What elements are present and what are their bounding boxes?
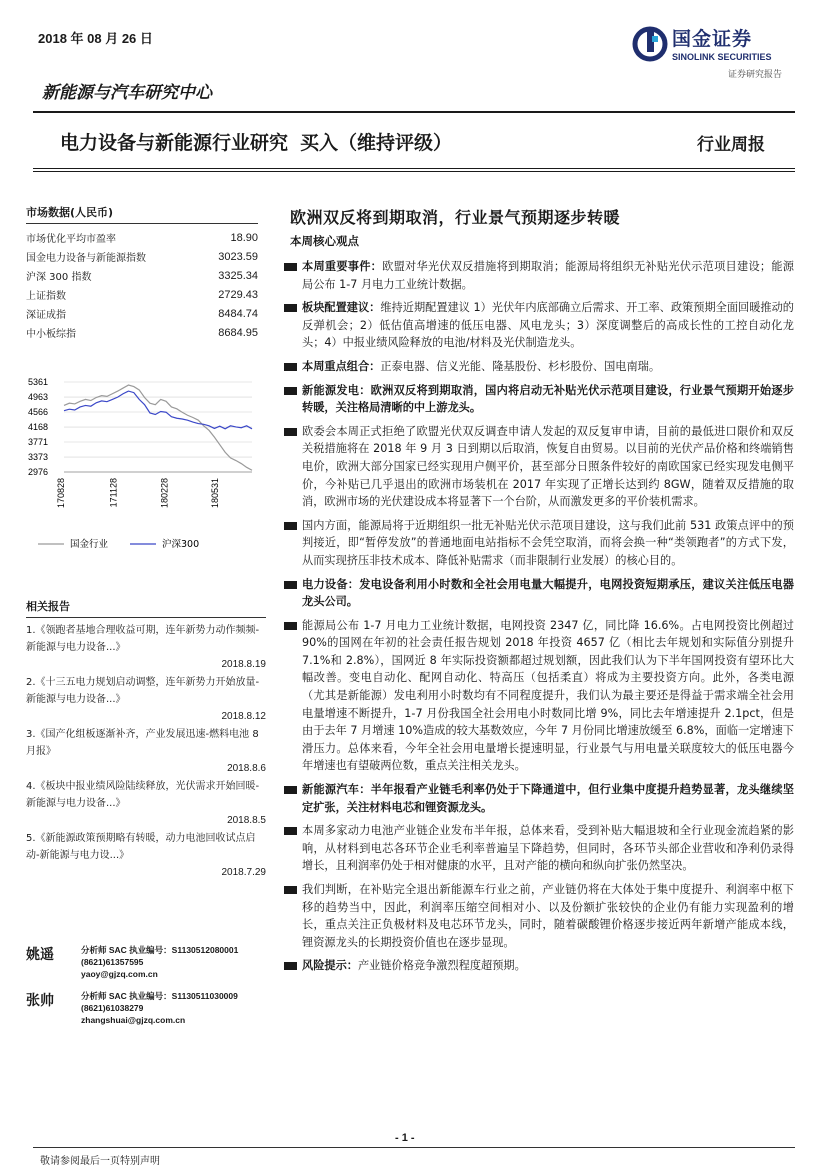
analyst [26, 990, 266, 1026]
report-title: 3.《国产化组板逐渐补齐，产业发展迅速-燃料电池 8 月报》 [26, 729, 259, 757]
divider [33, 1147, 795, 1148]
y-tick-label: 2976 [27, 467, 48, 477]
legend-label: 沪深300 [162, 539, 200, 550]
report-item [26, 778, 266, 829]
x-tick-label: 170828 [56, 478, 66, 509]
paragraph [284, 423, 794, 511]
related-reports [26, 598, 266, 881]
paragraph [284, 382, 794, 417]
paragraph-text: 产业链价格竞争激烈程度超预期。 [357, 959, 526, 973]
y-tick-label: 3373 [27, 452, 48, 463]
analyst-contact: zhangshuai@gjzq.com.cn [81, 1015, 186, 1025]
market-label: 深证成指 [26, 310, 66, 321]
analyst-contact: (8621)61357595 [81, 957, 144, 967]
paragraph [284, 258, 794, 293]
paragraph [284, 617, 794, 775]
bullet-icon [284, 363, 297, 371]
legend-label: 国金行业 [70, 539, 109, 550]
report-item [26, 726, 266, 777]
logo-english: SINOLINK SECURITIES [672, 52, 772, 62]
report-item [26, 622, 266, 673]
keyword: 风险提示： [302, 959, 358, 973]
report-title: 4.《板块中报业绩风险陆续释放，光伏需求开始回暖-新能源与电力设备...》 [26, 781, 260, 809]
market-value: 3023.59 [218, 250, 258, 263]
divider [33, 168, 795, 169]
paragraph-text: 我们判断，在补贴完全退出新能源车行业之前，产业链仍将在大体处于集中度提升、利润率中枢下移的趋势当中，因此，利润率压缩空间相对小、以及份额扩张较快的企业仍有能力实现盈利的增长，重点关注正负极材料及电芯环节龙头，同时，随着碳酸锂价格逐步接近两年新增产能成本线，锂资源龙头的长期投资价值也在逐步显现。 [302, 883, 794, 949]
market-data-title: 市场数据(人民币) [26, 204, 258, 224]
market-row [26, 304, 258, 323]
subtitle: 本周核心观点 [290, 234, 359, 248]
market-label: 沪深 300 指数 [26, 272, 92, 283]
industry-title: 电力设备与新能源行业研究 [60, 132, 289, 154]
divider [33, 171, 795, 172]
paragraph [284, 957, 794, 975]
bullet-icon [284, 827, 297, 835]
footer-note: 敬请参阅最后一页特别声明 [40, 1156, 160, 1167]
bullet-icon [284, 428, 297, 436]
index-chart [20, 372, 260, 550]
paragraph-text: 国内方面，能源局将于近期组织一批无补贴光伏示范项目建设，这与我们此前 531 政策点评中的预判接近，即“暂停发放”的普通地面电站指标不会凭空取消，而将会换一种“类领跑者”的方式下发，从而实现挤压非技术成本、降低补贴需求（而非限制行业发展）的核心目的。 [302, 518, 794, 567]
y-tick-label: 3771 [27, 437, 48, 447]
y-tick-label: 4566 [27, 407, 48, 417]
market-value: 2729.43 [218, 288, 258, 301]
bullet-icon [284, 886, 297, 894]
bullet-icon [284, 622, 297, 630]
related-reports-title: 相关报告 [26, 598, 266, 618]
paragraph-text: 电力设备：发电设备利用小时数和全社会用电量大幅提升，电网投资短期承压，建议关注低压电器龙头公司。 [302, 577, 794, 609]
bullet-icon [284, 581, 297, 589]
market-row [26, 323, 258, 342]
analyst-contact: 分析师 SAC 执业编号：S1130512080001 [81, 945, 239, 955]
analyst-contact: yaoy@gjzq.com.cn [81, 969, 158, 979]
market-label: 上证指数 [26, 291, 66, 302]
market-row [26, 266, 258, 285]
analyst-info [81, 990, 238, 1026]
market-value: 3325.34 [218, 269, 258, 282]
market-row [26, 285, 258, 304]
analyst-info [81, 944, 238, 980]
x-tick-label: 180531 [210, 478, 221, 509]
report-category: 证券研究报告 [728, 70, 783, 80]
market-data [26, 204, 258, 342]
paragraph-text: 正泰电器、信义光能、隆基股份、杉杉股份、国电南瑞。 [380, 359, 661, 373]
market-value: 8684.95 [218, 326, 258, 339]
market-label: 市场优化平均市盈率 [26, 234, 116, 245]
report-date: 2018 年 08 月 26 日 [38, 31, 153, 46]
report-date: 2018.8.6 [227, 763, 266, 774]
market-label: 国金电力设备与新能源指数 [26, 253, 146, 264]
report-title: 2.《十三五电力规划启动调整，连年新势力开始放量-新能源与电力设备...》 [26, 677, 260, 705]
paragraph-text: 新能源发电：欧洲双反将到期取消，国内将启动无补贴光伏示范项目建设，行业景气预期开始逐步转暖，关注格局清晰的中上游龙头。 [302, 383, 794, 415]
paragraph-text: 本周多家动力电池产业链企业发布半年报，总体来看，受到补贴大幅退坡和全行业现金流趋紧的影响，从材料到电芯各环节企业毛利率普遍呈下降趋势，但同时，各环节头部企业营收和净利仍录得增长，且利润率仍处于相对健康的水平，且对产能的横向和纵向扩张仍然坚决。 [302, 824, 794, 873]
keyword: 板块配置建议： [302, 301, 381, 315]
paragraph-text: 新能源汽车：半年报看产业链毛利率仍处于下降通道中，但行业集中度提升趋势显著，龙头继续坚定扩张，关注材料电芯和锂资源龙头。 [302, 783, 794, 814]
y-tick-label: 4963 [27, 392, 48, 403]
market-value: 8484.74 [218, 307, 258, 320]
report-date: 2018.8.5 [227, 815, 266, 826]
paragraph [284, 781, 794, 816]
report-title: 1.《领跑者基地合理收益可期，连年新势力动作频频-新能源与电力设备...》 [26, 625, 260, 653]
paragraph [284, 517, 794, 570]
analyst-contact: 分析师 SAC 执业编号：S1130511030009 [81, 991, 238, 1001]
keyword: 本周重要事件： [302, 260, 383, 273]
analyst [26, 944, 266, 980]
sinolink-logo-icon [632, 26, 668, 62]
report-title: 5.《新能源政策预期略有转暖，动力电池回收试点启动-新能源与电力设...》 [26, 833, 256, 861]
paragraph [284, 881, 794, 951]
bullet-icon [284, 387, 297, 395]
headline: 欧洲双反将到期取消，行业景气预期逐步转暖 [290, 208, 621, 227]
market-label: 中小板综指 [26, 329, 76, 340]
market-value: 18.90 [230, 231, 258, 244]
page-number: - 1 - [395, 1132, 415, 1144]
analyst-name: 张帅 [26, 993, 54, 1009]
analyst-name: 姚遥 [26, 947, 54, 963]
bullet-icon [284, 786, 297, 794]
market-row [26, 247, 258, 266]
rating: 买入（维持评级） [300, 132, 453, 154]
x-tick-label: 180228 [159, 478, 170, 509]
market-row [26, 228, 258, 247]
main-content [284, 258, 794, 981]
report-date: 2018.8.12 [221, 711, 266, 722]
report-type: 行业周报 [697, 135, 765, 155]
paragraph-text: 能源局公布 1-7 月电力工业统计数据，电网投资 2347 亿，同比降 16.6%。占电网投资比例超过 90%的国网在年初的社会责任报告规划 2018 年投资 4657 亿（相比去年规划和实际值分别提升 7.1%和 2.8%），国网近 8 年实际投资额都超过规划额，因此我们认为下半年国网投资有望环比大幅改善。变电自动化、配网自动化、特高压（包括柔直）将成为主要投资方向。此外，各类电源（尤其是新能源）发电利用小时数均有不同程度提升，我们认为最主要还是得益于需求端全社会用电量增速不断提升，1-7 月份我国全社会用电小时数同比增 9%，同比去年增速提升 2.1pct，但是由于去年 7 月增速 10%造成的较大基数效应，今年 7 月份同比增速放缓至 6.8%，面临一定增速下滑压力。总体来看，今年全社会用电量增长提速明显，行业景气与用电量关联度较大的低压电器今年增速也有望破两位数，重点关注相关龙头。 [302, 618, 794, 773]
y-tick-label: 4168 [27, 422, 48, 433]
paragraph-text: 欧委会本周正式拒绝了欧盟光伏双反调查申请人发起的双反复审申请，目前的最低进口限价和双反关税措施将在 2018 年 9 月 3 日到期以后取消，恢复自由贸易。以目前的光伏产品价格和终端销售电价，欧洲大部分国家已经实现用户侧平价，甚至部分日照条件较好的南欧国家已经实现发电侧平价，今补贴已几乎退出的欧洲市场装机在 2017 年实现了正增长达到约 8GW，随着双反措施的取消，欧洲市场的光伏建设成本将显著下一个台阶，从而激发更多的平价装机需求。 [302, 424, 794, 509]
bullet-icon [284, 263, 297, 271]
divider [33, 111, 795, 113]
research-center: 新能源与汽车研究中心 [42, 83, 212, 103]
report-date: 2018.8.19 [221, 659, 266, 670]
y-tick-label: 5361 [27, 377, 48, 387]
keyword: 本周重点组合： [302, 359, 381, 373]
paragraph-text: 欧盟对华光伏双反措施将到期取消；能源局将组织无补贴光伏示范项目建设；能源局公布 1-7 月电力工业统计数据。 [302, 260, 794, 291]
paragraph [284, 576, 794, 611]
paragraph [284, 299, 794, 352]
analysts [26, 944, 266, 1036]
report-date: 2018.7.29 [221, 867, 266, 878]
report-item [26, 830, 266, 881]
paragraph-text: 维持近期配置建议 1）光伏年内底部确立后需求、开工率、政策预期全面回暖推动的反弹机会；2）低估值高增速的低压电器、风电龙头；3）深度调整后的高成长性的工控自动化龙头；4）中报业绩风险释放的电池/材料及光伏制造龙头。 [302, 301, 794, 350]
bullet-icon [284, 304, 297, 312]
bullet-icon [284, 962, 297, 970]
x-tick-label: 171128 [108, 478, 119, 508]
bullet-icon [284, 522, 297, 530]
paragraph [284, 822, 794, 875]
analyst-contact: (8621)61038279 [81, 1003, 144, 1013]
report-item [26, 674, 266, 725]
logo-text: 国金证券 [672, 28, 753, 50]
paragraph [284, 358, 794, 376]
